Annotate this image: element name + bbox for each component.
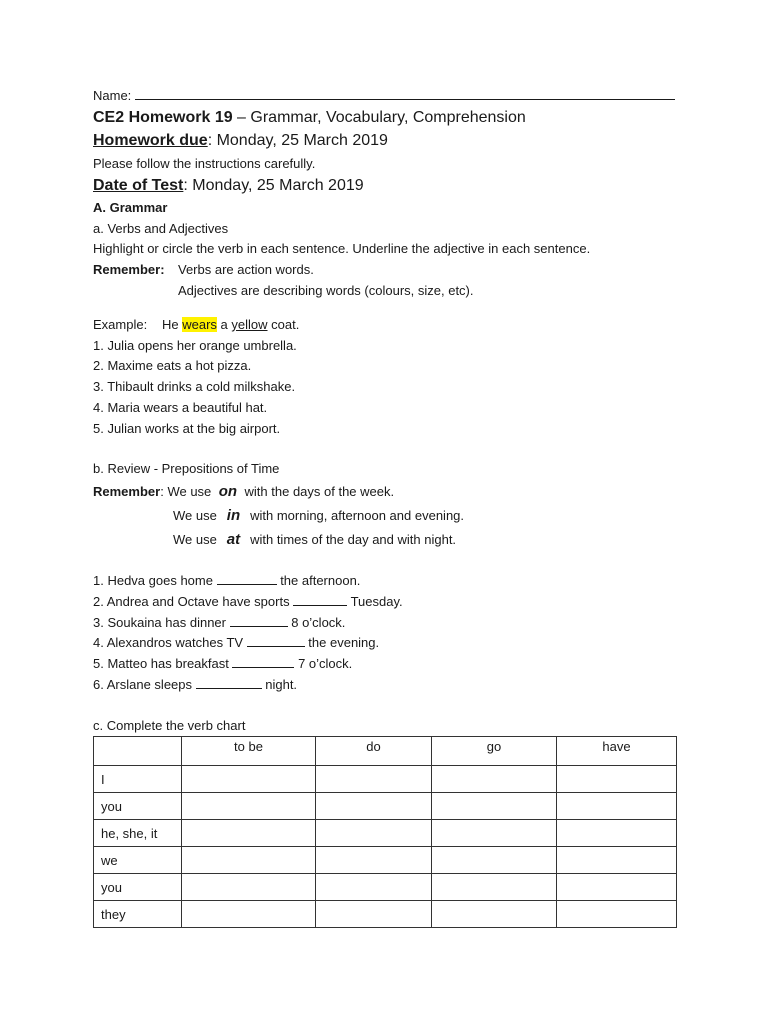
table-row <box>94 901 677 928</box>
answer-cell[interactable] <box>557 901 677 928</box>
item-3-before: 3. Soukaina has dinner <box>93 615 230 630</box>
header-cell-empty <box>94 737 182 766</box>
due-label: Homework due <box>93 132 208 149</box>
answer-cell[interactable] <box>557 820 677 847</box>
remember-verbs: Verbs are action words. <box>178 262 314 277</box>
rule-in <box>173 508 464 524</box>
preposition-item-6 <box>93 677 297 693</box>
example-post: coat. <box>267 317 300 332</box>
answer-cell[interactable] <box>316 820 432 847</box>
item-2-before: 2. Andrea and Octave have sports <box>93 594 294 609</box>
answer-cell[interactable] <box>182 874 316 901</box>
title-bold: CE2 Homework 19 <box>93 109 233 126</box>
example-pre: He <box>162 317 183 332</box>
test-label: Date of Test <box>93 177 184 194</box>
table-row <box>94 820 677 847</box>
row-label: you <box>94 874 182 901</box>
item-3-after: 8 o’clock. <box>287 615 346 630</box>
answer-blank-4[interactable] <box>247 635 305 647</box>
title-rest: – Grammar, Vocabulary, Comprehension <box>232 109 526 126</box>
sentence-1: 1. Julia opens her orange umbrella. <box>93 338 297 353</box>
row-label: they <box>94 901 182 928</box>
instructions: Please follow the instructions carefully. <box>93 156 316 171</box>
part-b-title: b. Review - Prepositions of Time <box>93 461 280 476</box>
header-do: do <box>316 737 432 766</box>
rule-at-text: with times of the day and with night. <box>250 532 457 547</box>
answer-cell[interactable] <box>432 820 557 847</box>
answer-cell[interactable] <box>557 793 677 820</box>
grammar-heading: A. Grammar <box>93 200 168 215</box>
item-4-before: 4. Alexandros watches TV <box>93 635 247 650</box>
verb-chart-header <box>94 737 677 766</box>
answer-blank-5[interactable] <box>232 656 294 668</box>
item-6-before: 6. Arslane sleeps <box>93 677 196 692</box>
row-label: he, she, it <box>94 820 182 847</box>
answer-blank-1[interactable] <box>217 573 277 585</box>
item-2-after: Tuesday. <box>347 594 403 609</box>
answer-cell[interactable] <box>557 874 677 901</box>
rule-at <box>173 532 456 548</box>
rule-on-text: with the days of the week. <box>244 484 395 499</box>
rule-on: Remember: We use on with the days of the week. <box>93 483 395 500</box>
preposition-item-2 <box>93 594 403 610</box>
answer-cell[interactable] <box>182 847 316 874</box>
example-label: Example: <box>93 317 148 332</box>
row-label: you <box>94 793 182 820</box>
header-have: have <box>557 737 677 766</box>
answer-cell[interactable] <box>432 874 557 901</box>
due-value: : Monday, 25 March 2019 <box>207 132 388 149</box>
answer-cell[interactable] <box>432 901 557 928</box>
keyword-on: on <box>218 483 238 500</box>
item-6-after: night. <box>261 677 298 692</box>
test-value: : Monday, 25 March 2019 <box>183 177 364 194</box>
part-a-title: a. Verbs and Adjectives <box>93 221 229 236</box>
preposition-item-4 <box>93 635 379 651</box>
item-5-before: 5. Matteo has breakfast <box>93 656 233 671</box>
name-blank[interactable] <box>135 88 675 100</box>
table-row <box>94 874 677 901</box>
preposition-item-5 <box>93 656 352 672</box>
table-row <box>94 847 677 874</box>
item-5-after: 7 o’clock. <box>294 656 353 671</box>
answer-cell[interactable] <box>182 820 316 847</box>
remember-adjectives: Adjectives are describing words (colours, size, etc). <box>178 283 474 298</box>
answer-cell[interactable] <box>316 793 432 820</box>
answer-cell[interactable] <box>316 874 432 901</box>
part-a-remember <box>93 262 314 278</box>
row-label: we <box>94 847 182 874</box>
page-title <box>93 108 526 128</box>
example-sentence <box>162 317 299 333</box>
homework-due <box>93 131 388 151</box>
answer-cell[interactable] <box>432 766 557 793</box>
answer-cell[interactable] <box>316 766 432 793</box>
table-row <box>94 766 677 793</box>
sentence-2: 2. Maxime eats a hot pizza. <box>93 358 252 373</box>
header-go: go <box>432 737 557 766</box>
header-to-be: to be <box>182 737 316 766</box>
answer-cell[interactable] <box>432 847 557 874</box>
answer-cell[interactable] <box>182 901 316 928</box>
answer-cell[interactable] <box>557 847 677 874</box>
answer-cell[interactable] <box>432 793 557 820</box>
keyword-in: in <box>226 507 241 524</box>
item-1-after: the afternoon. <box>276 573 361 588</box>
sentence-3: 3. Thibault drinks a cold milkshake. <box>93 379 296 394</box>
table-row <box>94 793 677 820</box>
example-verb: wears <box>182 317 217 332</box>
date-of-test <box>93 176 364 196</box>
example-line <box>93 317 300 333</box>
item-4-after: the evening. <box>304 635 380 650</box>
item-1-before: 1. Hedva goes home <box>93 573 217 588</box>
we-use-on: We use <box>167 484 212 499</box>
remember-label-b: Remember <box>93 484 161 499</box>
answer-blank-3[interactable] <box>230 615 288 627</box>
name-line <box>93 88 675 104</box>
answer-cell[interactable] <box>182 793 316 820</box>
preposition-item-1 <box>93 573 360 589</box>
answer-cell[interactable] <box>316 847 432 874</box>
we-use-in: We use <box>173 508 217 523</box>
preposition-item-3 <box>93 615 345 631</box>
remember-label: Remember: <box>93 262 165 277</box>
answer-cell[interactable] <box>316 901 432 928</box>
keyword-at: at <box>226 531 241 548</box>
sentence-5: 5. Julian works at the big airport. <box>93 421 281 436</box>
sentence-4: 4. Maria wears a beautiful hat. <box>93 400 268 415</box>
example-mid: a <box>216 317 232 332</box>
answer-blank-6[interactable] <box>196 677 262 689</box>
answer-cell[interactable] <box>557 766 677 793</box>
part-c-title: c. Complete the verb chart <box>93 718 246 733</box>
example-adjective: yellow <box>231 317 268 332</box>
part-a-instruction: Highlight or circle the verb in each sentence. Underline the adjective in each sentence. <box>93 241 591 256</box>
name-label: Name: <box>93 88 132 103</box>
row-label: I <box>94 766 182 793</box>
verb-chart <box>93 736 677 928</box>
we-use-at: We use <box>173 532 217 547</box>
rule-in-text: with morning, afternoon and evening. <box>250 508 465 523</box>
answer-cell[interactable] <box>182 766 316 793</box>
answer-blank-2[interactable] <box>293 594 347 606</box>
